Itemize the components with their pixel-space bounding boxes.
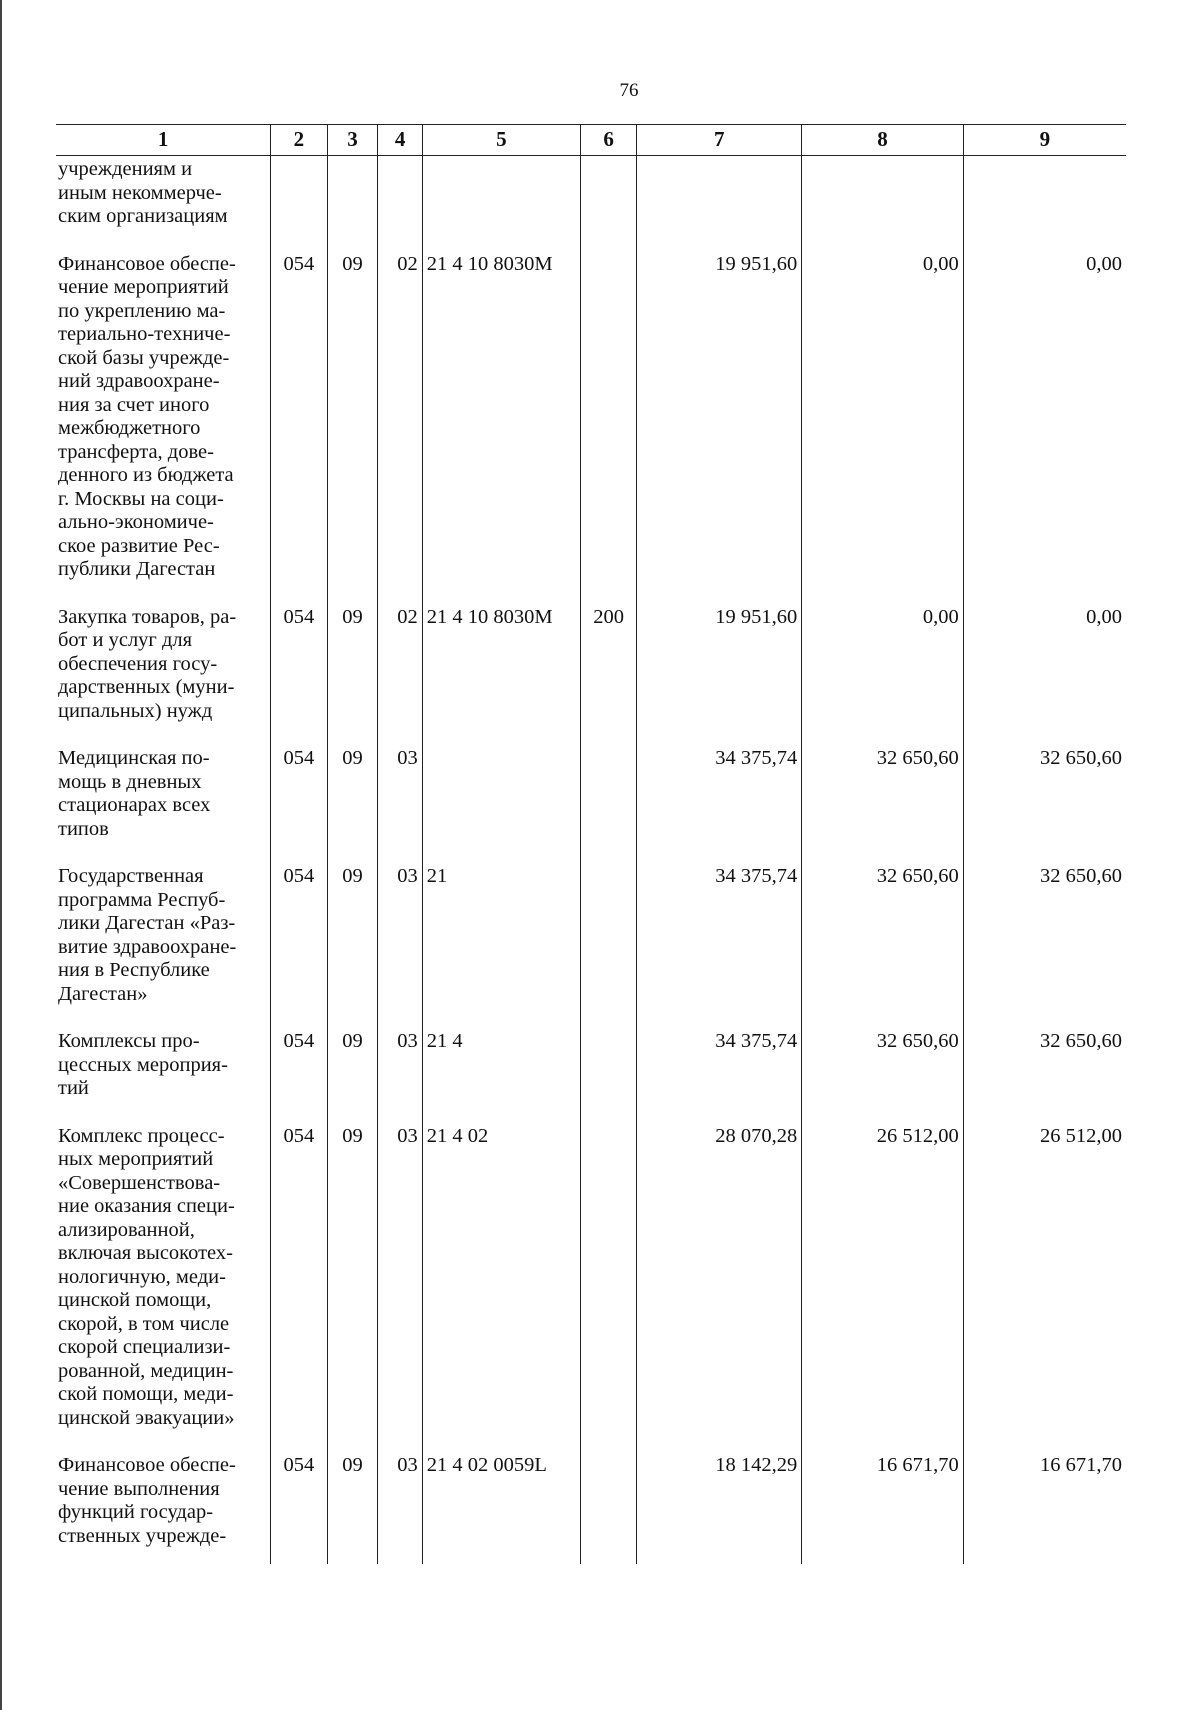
cell-name-line: межбюджетного: [58, 417, 201, 439]
table-row: [56, 1117, 1126, 1447]
cell-name-line: чение выполнения: [58, 1477, 220, 1500]
cell-name-line: ской помощи, меди-: [58, 1383, 234, 1405]
cell-name-line: учреждениям и: [58, 158, 193, 180]
cell-name-line: дарственных (муни-: [58, 676, 235, 698]
cell-name-line: иным некоммерче-: [58, 181, 222, 204]
table-body: [56, 156, 1126, 1565]
cell-name-line: «Совершенствова-: [58, 1171, 221, 1194]
cell-name-line: тий: [58, 1077, 89, 1099]
cell-razdel: 09: [327, 1446, 378, 1564]
cell-amount-col8: 26 512,00: [802, 1117, 964, 1447]
cell-amount-col7: 19 951,60: [637, 245, 802, 598]
cell-amount-col9: [963, 156, 1126, 245]
cell-name-line: трансферта, дове-: [58, 440, 214, 463]
col-header-3: 3: [327, 125, 378, 156]
cell-amount-col9: 32 650,60: [963, 1022, 1126, 1117]
cell-vr: [580, 156, 636, 245]
cell-ved: 054: [271, 1446, 327, 1564]
cell-name-line: ние оказания специ-: [58, 1195, 235, 1217]
cell-razdel: 09: [327, 245, 378, 598]
cell-podrazdel: 02: [378, 245, 422, 598]
cell-amount-col7: [637, 156, 802, 245]
cell-amount-col7: 34 375,74: [637, 857, 802, 1022]
cell-name-line: ния за счет иного: [58, 393, 210, 416]
cell-name-line: лики Дагестан «Раз-: [58, 912, 236, 934]
cell-name-line: Финансовое обеспе-: [58, 252, 236, 275]
table-row: [56, 857, 1126, 1022]
scan-edge-line: [0, 0, 2, 1710]
cell-ved: 054: [271, 1117, 327, 1447]
cell-name-line: ципальных) нужд: [58, 699, 213, 722]
cell-amount-col8: 32 650,60: [802, 857, 964, 1022]
cell-name-line: ально-экономиче-: [58, 511, 214, 533]
cell-podrazdel: 03: [378, 857, 422, 1022]
cell-name-line: по укреплению ма-: [58, 299, 226, 322]
cell-name-line: ственных учрежде-: [58, 1524, 227, 1547]
cell-ved: 054: [271, 598, 327, 740]
cell-name-line: публики Дагестан: [58, 558, 216, 580]
cell-name-line: ализированной,: [58, 1218, 195, 1241]
cell-amount-col7: 19 951,60: [637, 598, 802, 740]
cell-podrazdel: 03: [378, 739, 422, 857]
cell-csr: [422, 156, 580, 245]
table-row: [56, 245, 1126, 598]
cell-amount-col9: 0,00: [963, 598, 1126, 740]
cell-vr: [580, 739, 636, 857]
col-header-2: 2: [271, 125, 327, 156]
table-row: [56, 739, 1126, 857]
cell-csr: 21 4: [422, 1022, 580, 1117]
cell-name-line: цинской помощи,: [58, 1289, 212, 1311]
cell-razdel: 09: [327, 1117, 378, 1447]
cell-name-line: ской базы учрежде-: [58, 346, 230, 369]
cell-name-line: Финансовое обеспе-: [58, 1454, 236, 1476]
cell-csr: 21: [422, 857, 580, 1022]
cell-name-line: ния в Республике: [58, 959, 210, 981]
cell-podrazdel: 02: [378, 598, 422, 740]
cell-amount-col8: 0,00: [802, 245, 964, 598]
cell-podrazdel: [378, 156, 422, 245]
col-header-5: 5: [422, 125, 580, 156]
cell-name: [56, 245, 271, 598]
cell-name-line: цинской эвакуации»: [58, 1406, 235, 1429]
cell-name-line: мощь в дневных: [58, 770, 202, 793]
cell-razdel: 09: [327, 598, 378, 740]
col-header-4: 4: [378, 125, 422, 156]
cell-amount-col8: 32 650,60: [802, 1022, 964, 1117]
table-row: [56, 156, 1126, 245]
cell-name-line: рованной, медицин-: [58, 1359, 234, 1382]
col-header-9: 9: [963, 125, 1126, 156]
cell-name-line: включая высокотех-: [58, 1242, 233, 1264]
cell-razdel: 09: [327, 857, 378, 1022]
cell-name-line: нологичную, меди-: [58, 1265, 226, 1288]
cell-vr: [580, 857, 636, 1022]
table-row: [56, 598, 1126, 740]
cell-amount-col9: 0,00: [963, 245, 1126, 598]
table-row: [56, 1446, 1126, 1564]
table-row: [56, 1022, 1126, 1117]
cell-name-line: программа Респуб-: [58, 888, 226, 911]
header-row: [56, 125, 1126, 156]
cell-amount-col7: 28 070,28: [637, 1117, 802, 1447]
cell-csr: 21 4 02 0059L: [422, 1446, 580, 1564]
cell-podrazdel: 03: [378, 1022, 422, 1117]
col-header-8: 8: [802, 125, 964, 156]
cell-podrazdel: 03: [378, 1446, 422, 1564]
cell-name-line: Дагестан»: [58, 982, 148, 1005]
cell-amount-col9: 32 650,60: [963, 857, 1126, 1022]
cell-amount-col8: 32 650,60: [802, 739, 964, 857]
col-header-1: 1: [56, 125, 271, 156]
cell-name-line: бот и услуг для: [58, 629, 193, 651]
cell-name-line: чение мероприятий: [58, 276, 229, 298]
cell-name-line: витие здравоохране-: [58, 935, 237, 958]
cell-name: [56, 857, 271, 1022]
cell-name-line: ных мероприятий: [58, 1148, 214, 1170]
cell-amount-col7: 34 375,74: [637, 1022, 802, 1117]
cell-amount-col9: 26 512,00: [963, 1117, 1126, 1447]
cell-name-line: цессных мероприя-: [58, 1053, 228, 1076]
cell-name-line: обеспечения госу-: [58, 652, 218, 675]
cell-name-line: териально-техниче-: [58, 323, 231, 345]
cell-csr: 21 4 10 8030М: [422, 598, 580, 740]
cell-name: [56, 156, 271, 245]
cell-csr: 21 4 10 8030М: [422, 245, 580, 598]
col-header-6: 6: [580, 125, 636, 156]
col-header-7: 7: [637, 125, 802, 156]
cell-name-line: Закупка товаров, ра-: [58, 605, 237, 628]
cell-csr: 21 4 02: [422, 1117, 580, 1447]
cell-name-line: денного из бюджета: [58, 464, 234, 486]
cell-amount-col7: 34 375,74: [637, 739, 802, 857]
budget-table: [56, 124, 1126, 1564]
cell-podrazdel: 03: [378, 1117, 422, 1447]
cell-vr: [580, 1022, 636, 1117]
cell-name: [56, 598, 271, 740]
cell-name: [56, 739, 271, 857]
cell-ved: [271, 156, 327, 245]
cell-amount-col8: 0,00: [802, 598, 964, 740]
cell-vr: [580, 245, 636, 598]
cell-name: [56, 1446, 271, 1564]
cell-ved: 054: [271, 739, 327, 857]
cell-name-line: стационарах всех: [58, 794, 211, 816]
cell-vr: 200: [580, 598, 636, 740]
cell-name-line: Комплекс процесс-: [58, 1124, 225, 1147]
cell-amount-col8: 16 671,70: [802, 1446, 964, 1564]
cell-name-line: ским организациям: [58, 205, 228, 227]
cell-name-line: типов: [58, 817, 109, 840]
cell-ved: 054: [271, 1022, 327, 1117]
cell-name-line: Медицинская по-: [58, 747, 210, 769]
cell-amount-col8: [802, 156, 964, 245]
cell-name-line: ний здравоохране-: [58, 370, 220, 392]
cell-name-line: г. Москвы на соци-: [58, 487, 224, 510]
cell-name: [56, 1022, 271, 1117]
cell-amount-col9: 16 671,70: [963, 1446, 1126, 1564]
cell-vr: [580, 1446, 636, 1564]
cell-ved: 054: [271, 857, 327, 1022]
cell-vr: [580, 1117, 636, 1447]
cell-name-line: скорой специализи-: [58, 1336, 231, 1358]
cell-name: [56, 1117, 271, 1447]
cell-ved: 054: [271, 245, 327, 598]
cell-name-line: скорой, в том числе: [58, 1312, 230, 1335]
cell-name-line: Государственная: [58, 865, 204, 887]
cell-name-line: Комплексы про-: [58, 1030, 200, 1052]
cell-name-line: ское развитие Рес-: [58, 534, 220, 557]
cell-name-line: функций государ-: [58, 1501, 214, 1523]
cell-razdel: 09: [327, 1022, 378, 1117]
cell-csr: [422, 739, 580, 857]
page-number: 76: [619, 80, 639, 101]
cell-razdel: 09: [327, 739, 378, 857]
cell-amount-col9: 32 650,60: [963, 739, 1126, 857]
cell-amount-col7: 18 142,29: [637, 1446, 802, 1564]
cell-razdel: [327, 156, 378, 245]
